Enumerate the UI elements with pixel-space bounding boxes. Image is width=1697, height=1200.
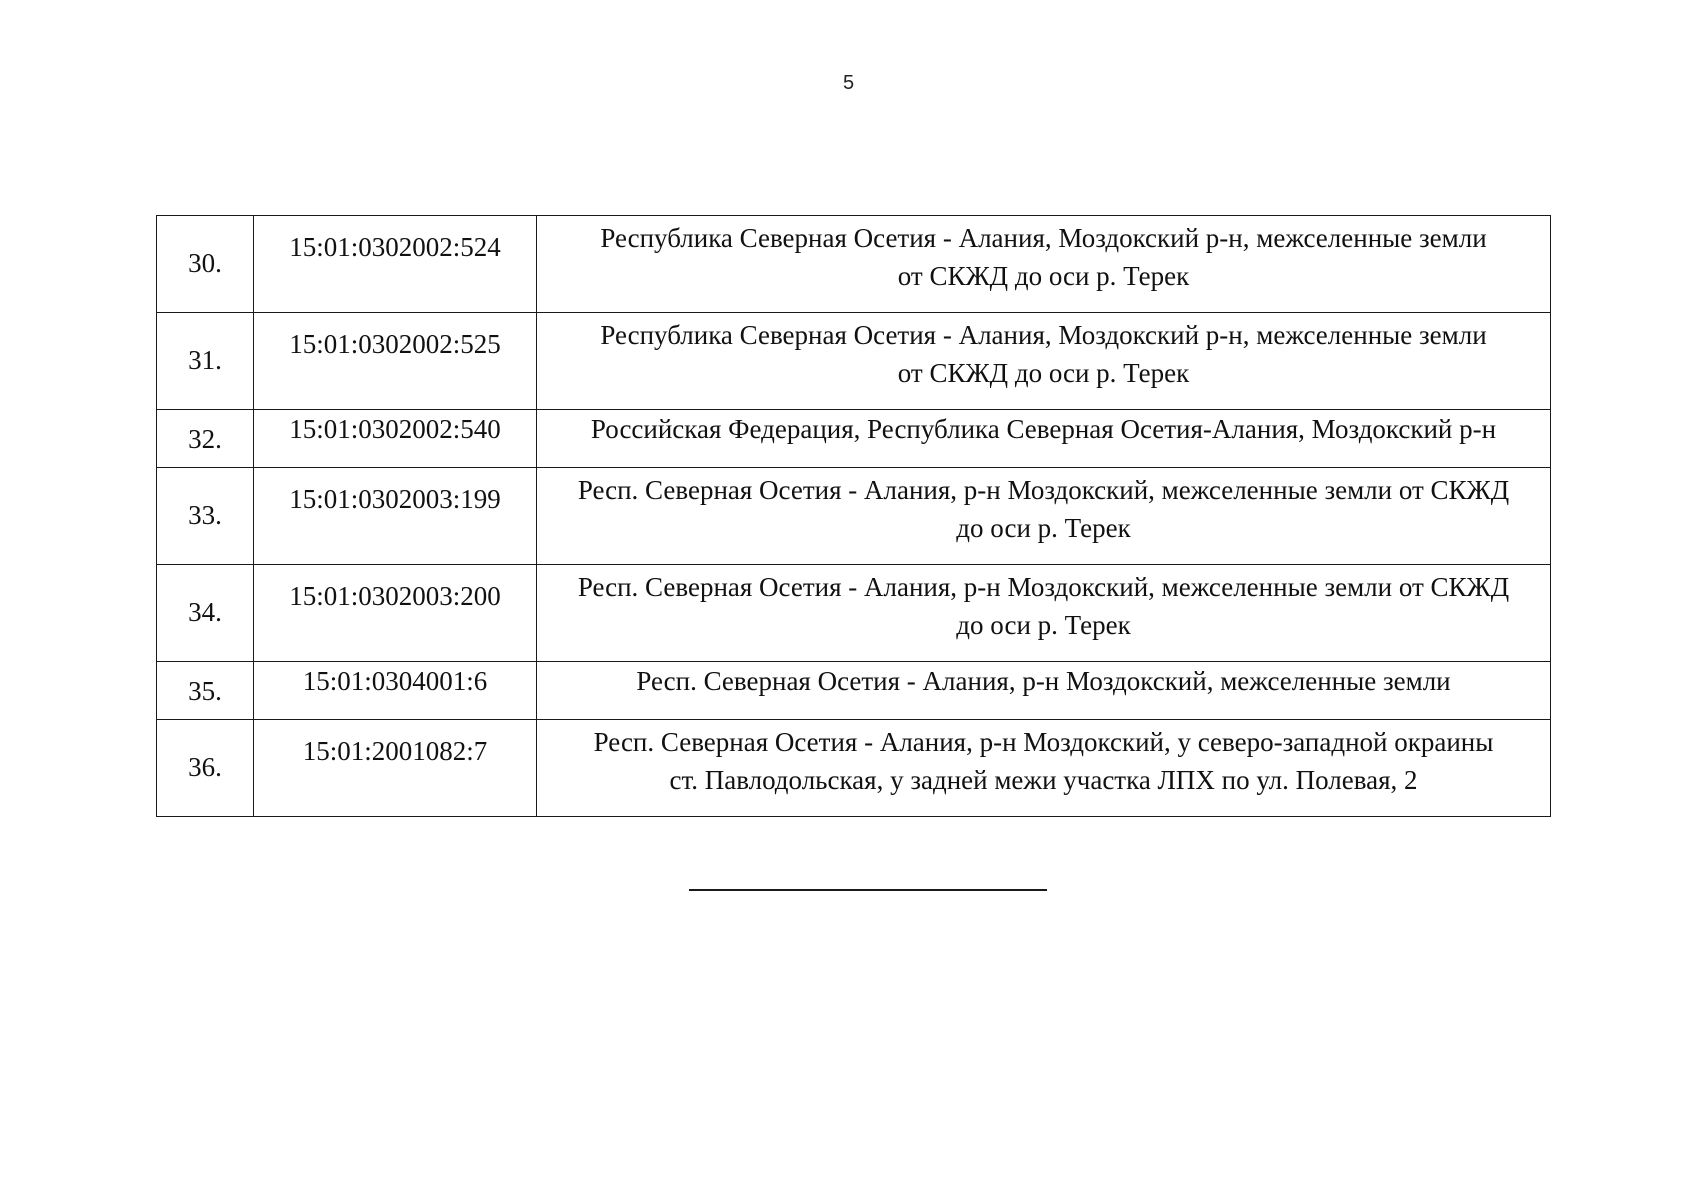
row-number-cell [157,720,254,817]
address-line: Респ. Северная Осетия - Алания, р-н Моздокский, межселенные земли [636,666,1451,696]
address-line: до оси р. Терек [956,513,1131,543]
cadastral-cell [254,565,537,662]
cadastral-cell [254,468,537,565]
table-row [157,313,1551,410]
row-number: 32. [188,424,222,454]
address-cell [537,720,1551,817]
row-number: 30. [188,248,222,278]
row-number: 35. [188,676,222,706]
cadastral-number: 15:01:0302003:199 [289,484,501,514]
table-row [157,468,1551,565]
parcels-table [156,215,1551,817]
address-line: до оси р. Терек [956,610,1131,640]
address-line: Российская Федерация, Республика Северная Осетия-Алания, Моздокский р-н [590,414,1497,444]
row-number-cell [157,468,254,565]
cadastral-number: 15:01:2001082:7 [302,736,488,766]
row-number: 36. [188,752,222,782]
closing-rule-divider [689,889,1047,891]
cadastral-number: 15:01:0302002:524 [289,232,501,262]
row-number: 33. [188,500,222,530]
cadastral-cell [254,410,537,468]
address-line: Респ. Северная Осетия - Алания, р-н Моздокский, у северо-западной окраины [593,727,1494,757]
row-number-cell [157,662,254,720]
row-number-cell [157,216,254,313]
table-row [157,216,1551,313]
cadastral-number: 15:01:0304001:6 [302,666,488,696]
table-row [157,662,1551,720]
address-line: Респ. Северная Осетия - Алания, р-н Моздокский, межселенные земли от СКЖД [577,572,1510,602]
address-line: от СКЖД до оси р. Терек [897,261,1190,291]
cadastral-cell [254,313,537,410]
page-number: 5 [842,72,855,94]
cadastral-cell [254,720,537,817]
cadastral-number: 15:01:0302002:540 [289,414,501,444]
table-row [157,565,1551,662]
address-line: Республика Северная Осетия - Алания, Моздокский р-н, межселенные земли [600,223,1487,253]
cadastral-cell [254,216,537,313]
address-line: от СКЖД до оси р. Терек [897,358,1190,388]
row-number-cell [157,410,254,468]
cadastral-number: 15:01:0302003:200 [289,581,501,611]
cadastral-number: 15:01:0302002:525 [289,329,501,359]
address-cell [537,216,1551,313]
address-cell [537,662,1551,720]
address-line: Респ. Северная Осетия - Алания, р-н Моздокский, межселенные земли от СКЖД [577,475,1510,505]
table-row [157,720,1551,817]
address-cell [537,410,1551,468]
row-number: 34. [188,597,222,627]
address-cell [537,468,1551,565]
address-cell [537,565,1551,662]
address-line: Республика Северная Осетия - Алания, Моздокский р-н, межселенные земли [600,320,1487,350]
row-number-cell [157,313,254,410]
row-number-cell [157,565,254,662]
address-line: ст. Павлодольская, у задней межи участка ЛПХ по ул. Полевая, 2 [669,765,1418,795]
table-row [157,410,1551,468]
address-cell [537,313,1551,410]
row-number: 31. [188,345,222,375]
cadastral-cell [254,662,537,720]
